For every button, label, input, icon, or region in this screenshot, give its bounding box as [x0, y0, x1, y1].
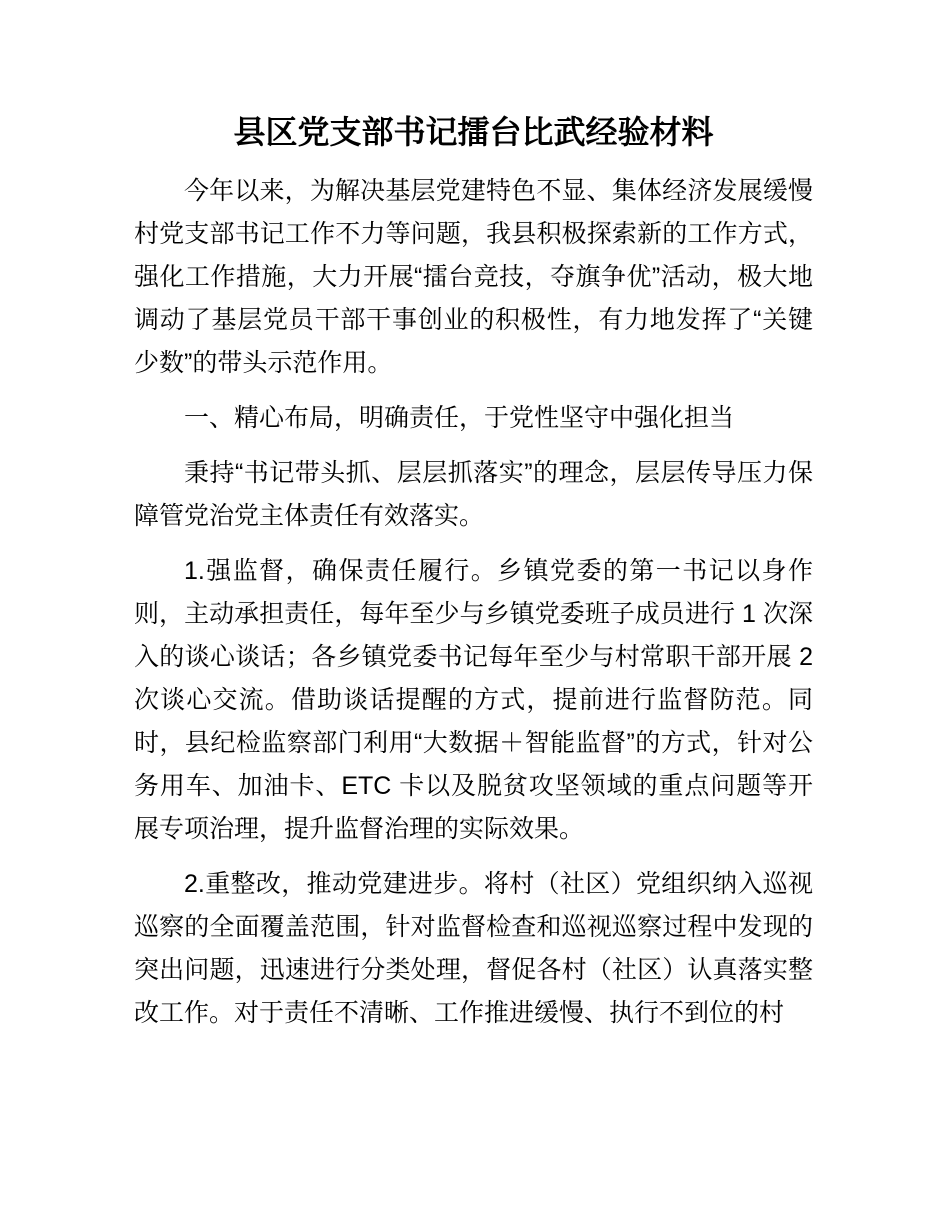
document-title: 县区党支部书记擂台比武经验材料 — [233, 114, 714, 150]
paragraph-item-2-rectification: 2.重整改，推动党建进步。将村（社区）党组织纳入巡视巡察的全面覆盖范围，针对监督检查和巡视巡察过程中发现的突出问题，迅速进行分类处理，督促各村（社区）认真落实整改工作。对于责任不清晰、工作推进缓慢、执行不到位的村 — [134, 870, 813, 1027]
paragraph-intro: 今年以来，为解决基层党建特色不显、集体经济发展缓慢村党支部书记工作不力等问题，我县积极探索新的工作方式，强化工作措施，大力开展“擂台竞技，夺旗争优”活动，极大地调动了基层党员干部干事创业的积极性，有力地发挥了“关键少数”的带头示范作用。 — [134, 177, 813, 377]
paragraph-principle: 秉持“书记带头抓、层层抓落实”的理念，层层传导压力保障管党治党主体责任有效落实。 — [134, 459, 813, 530]
paragraph-item-1-supervision: 1.强监督，确保责任履行。乡镇党委的第一书记以身作则，主动承担责任，每年至少与乡镇党委班子成员进行 1 次深入的谈心谈话；各乡镇党委书记每年至少与村常职干部开展 2 次谈心交流。借助谈话提醒的方式，提前进行监督防范。同时，县纪检监察部门利用“大数据＋智能监督”的方式，针对公务用车、加油卡、ETC 卡以及脱贫攻坚领域的重点问题等开展专项治理，提升监督治理的实际效果。 — [134, 557, 813, 843]
section-heading-1: 一、精心布局，明确责任，于党性坚守中强化担当 — [184, 404, 735, 432]
